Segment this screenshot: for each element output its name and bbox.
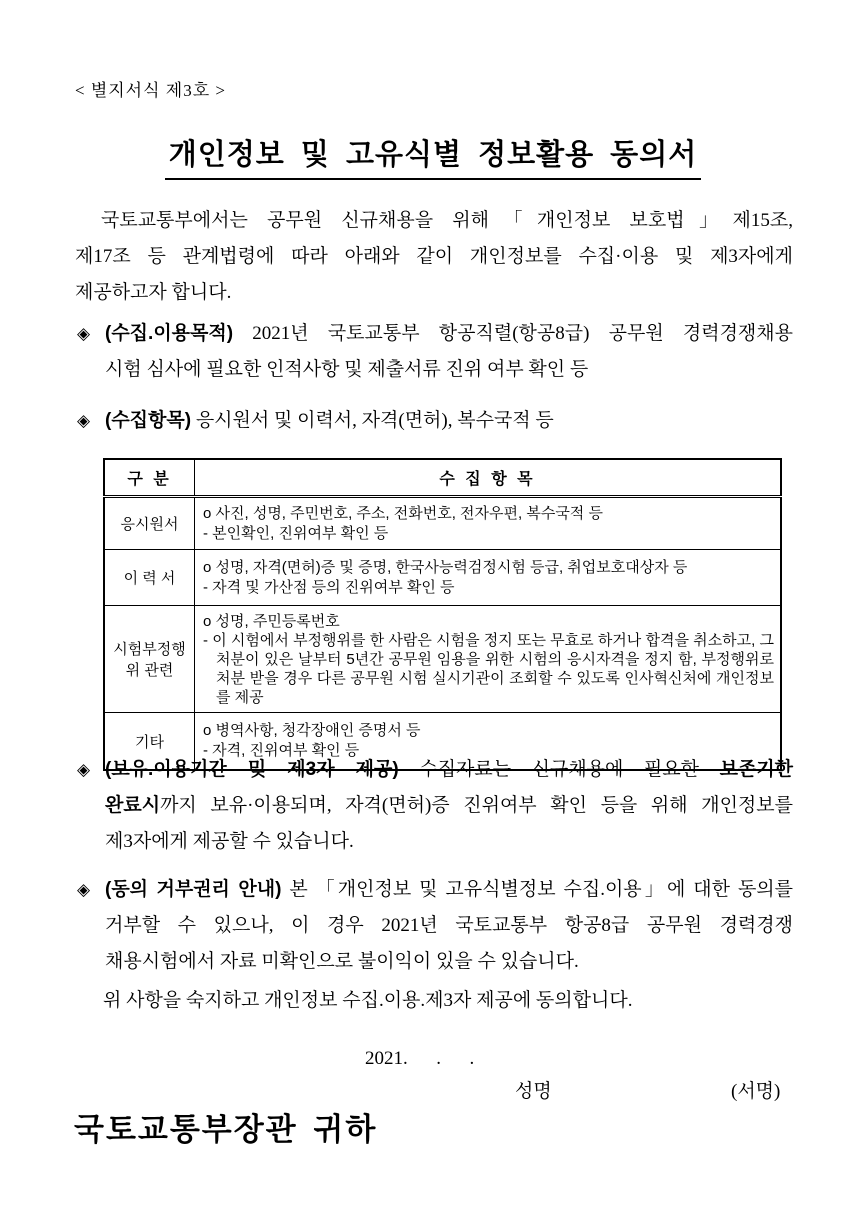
row-items [195, 497, 782, 550]
column-header-category: 구 분 [104, 459, 195, 497]
name-label: 성명 [515, 1081, 552, 1102]
bullet-line: 채용시험에서 자료 미확인으로 불이익이 있을 수 있습니다. [105, 951, 579, 972]
bullet-text: 응시원서 및 이력서, 자격(면허), 복수국적 등 [195, 410, 554, 431]
cell-line: o 성명, 주민등록번호 [203, 612, 340, 630]
row-label: 이 력 서 [104, 550, 195, 606]
bullet-line [105, 872, 793, 908]
bullet-retention-period [75, 752, 793, 860]
intro-paragraph [75, 203, 793, 311]
bullet-line: 거부할 수 있으나, 이 경우 2021년 국토교통부 항공8급 공무원 경력경쟁 [105, 915, 793, 936]
cell-line: - 자격 및 가산점 등의 진위여부 확인 등 [203, 578, 455, 596]
row-label: 응시원서 [104, 497, 195, 550]
row-items [195, 550, 782, 606]
table-header-row [104, 459, 781, 497]
cell-line: o 성명, 자격(면허)증 및 증명, 한국사능력검정시험 등급, 취업보호대상자 등 [203, 558, 688, 576]
cell-line: - 이 시험에서 부정행위를 한 사람은 시험을 정지 또는 무효로 하거나 합격을 취소하고, 그 처분이 있은 날부터 5년간 공무원 임용을 위한 시험의 응시자격을 정지 함, 부정행위로 처분 받을 경우 다른 공무원 시험 실시기관이 조회할 수 있도록 인사혁신처에 개인정보를 제공 [203, 631, 774, 706]
diamond-bullet-icon: ◈ [77, 880, 91, 899]
agreement-statement: 위 사항을 숙지하고 개인정보 수집.이용.제3자 제공에 동의합니다. [103, 990, 633, 1011]
column-header-collected-items: 수 집 항 목 [195, 459, 782, 497]
table-row [104, 606, 781, 713]
row-items [195, 606, 782, 713]
title-row [0, 132, 866, 180]
diamond-bullet-icon: ◈ [77, 324, 91, 343]
bullet-line [105, 752, 793, 788]
addressee-line: 국토교통부장관 귀하 [74, 1112, 378, 1147]
bullet-text: 까지 보유·이용되며, 자격(면허)증 진위여부 확인 등을 위해 개인정보를 [160, 795, 793, 816]
bullet-line: 시험 심사에 필요한 인적사항 및 제출서류 진위 여부 확인 등 [105, 359, 589, 380]
cell-line: o 사진, 성명, 주민번호, 주소, 전화번호, 전자우편, 복수국적 등 [203, 504, 603, 522]
table-row [104, 550, 781, 606]
collection-items-table [103, 458, 782, 771]
bullet-collection-purpose [75, 316, 793, 388]
intro-line: 제공하고자 합니다. [75, 282, 232, 303]
table-row [104, 497, 781, 550]
page-title: 개인정보 및 고유식별 정보활용 동의서 [165, 132, 701, 180]
bullet-line [105, 403, 793, 439]
row-label: 시험부정행위 관련 [104, 606, 195, 713]
bullet-line [105, 788, 793, 824]
emphasized-text: 완료시 [105, 795, 161, 816]
diamond-bullet-icon: ◈ [77, 411, 91, 430]
bullet-collection-items [75, 403, 793, 439]
signature-label: (서명) [731, 1081, 781, 1102]
intro-line: 국토교통부에서는 공무원 신규채용을 위해「개인정보 보호법」제15조, [101, 210, 793, 231]
emphasized-text: 보존기한 [719, 759, 794, 780]
bullet-refusal-rights [75, 872, 793, 980]
bullet-label: (동의 거부권리 안내) [105, 879, 282, 900]
bullet-label: (수집항목) [105, 410, 192, 431]
bullet-text: 2021년 국토교통부 항공직렬(항공8급) 공무원 경력경쟁채용 [252, 323, 793, 344]
diamond-bullet-icon: ◈ [77, 760, 91, 779]
bullet-label: (수집.이용목적) [105, 323, 234, 344]
form-number-note: < 별지서식 제3호 > [75, 81, 226, 100]
cell-line: - 자격, 진위여부 확인 등 [203, 742, 360, 759]
bullet-text: 수집자료는 신규채용에 필요한 [419, 759, 700, 780]
row-label: 기타 [104, 713, 195, 771]
signature-row [0, 1076, 866, 1106]
bullet-text: 본 「개인정보 및 고유식별정보 수집.이용」에 대한 동의를 [289, 879, 794, 900]
date-line: 2021. . . [365, 1048, 475, 1069]
bullet-label: (보유.이용기간 및 제3자 제공) [105, 759, 399, 780]
bullet-line [105, 316, 793, 352]
cell-line: - 본인확인, 진위여부 확인 등 [203, 524, 389, 542]
cell-line: o 병역사항, 청각장애인 증명서 등 [203, 722, 421, 739]
bullet-line: 제3자에게 제공할 수 있습니다. [105, 831, 354, 852]
intro-line: 제17조 등 관계법령에 따라 아래와 같이 개인정보를 수집·이용 및 제3자에게 [75, 246, 793, 267]
